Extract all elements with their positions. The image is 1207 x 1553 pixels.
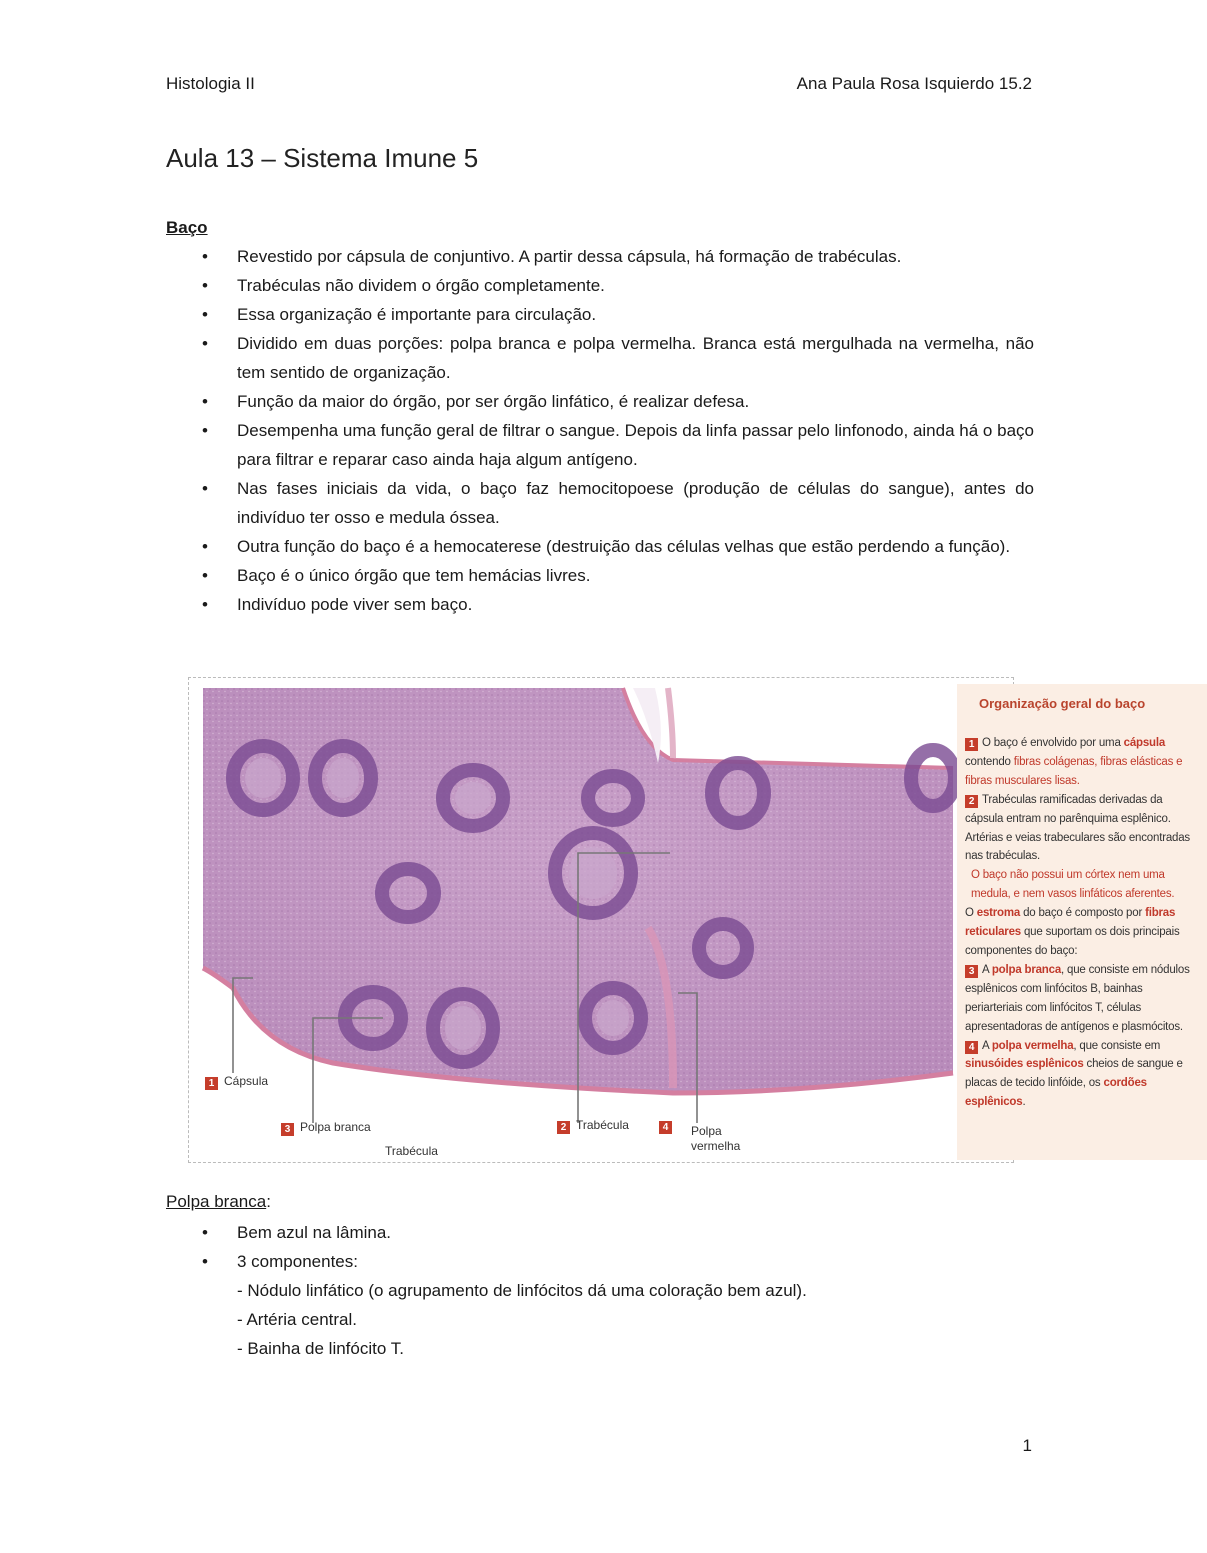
page-title: Aula 13 – Sistema Imune 5	[166, 143, 479, 173]
list-item: • Outra função do baço é a hemocaterese (destruição das células velhas que estão perdendo a função).	[166, 532, 1034, 561]
baco-bullet-list	[166, 242, 1034, 619]
section-heading-baco: Baço	[166, 218, 208, 237]
list-item: • Nas fases iniciais da vida, o baço faz hemocitopoese (produção de células do sangue), antes do indivíduo ter osso e medula óssea.	[166, 474, 1034, 532]
polpa-branca-list	[166, 1218, 1034, 1363]
spleen-figure	[188, 677, 1190, 1163]
figure-label-polpa-vermelha: 4	[659, 1118, 678, 1134]
list-item: • Essa organização é importante para circulação.	[166, 300, 1034, 329]
figure-label-trabecula: 2 Trabécula	[557, 1118, 629, 1134]
figure-label-capsula: 1 Cápsula	[205, 1074, 268, 1090]
spleen-histology-image	[203, 688, 953, 1158]
figure-label-polpa-branca: 3 Polpa branca	[281, 1120, 371, 1136]
sub-item: - Bainha de linfócito T.	[237, 1339, 404, 1358]
list-item: • Função da maior do órgão, por ser órgão linfático, é realizar defesa.	[166, 387, 1034, 416]
list-item: • Bem azul na lâmina.	[166, 1218, 1034, 1247]
list-item: • Revestido por cápsula de conjuntivo. A partir dessa cápsula, há formação de trabéculas.	[166, 242, 1034, 271]
panel-title: Organização geral do baço	[979, 696, 1146, 711]
sub-item: - Nódulo linfático (o agrupamento de linfócitos dá uma coloração bem azul).	[237, 1281, 807, 1300]
list-item: • Desempenha uma função geral de filtrar o sangue. Depois da linfa passar pelo linfonodo, ainda há o baço para filtrar e reparar caso ainda haja algum antígeno.	[166, 416, 1034, 474]
sub-item: - Artéria central.	[237, 1310, 357, 1329]
list-item: • Baço é o único órgão que tem hemácias livres.	[166, 561, 1034, 590]
header-left: Histologia II	[166, 74, 255, 93]
section-heading-polpa-branca: Polpa branca:	[166, 1192, 271, 1211]
figure-label-polpa-vermelha-text: Polpa vermelha	[691, 1124, 741, 1153]
list-item: • Trabéculas não dividem o órgão completamente.	[166, 271, 1034, 300]
list-item: • Indivíduo pode viver sem baço.	[166, 590, 1034, 619]
list-item: • Dividido em duas porções: polpa branca e polpa vermelha. Branca está mergulhada na vermelha, não tem sentido de organização.	[166, 329, 1034, 387]
list-item: • 3 componentes:	[166, 1247, 1034, 1276]
figure-caption-panel	[957, 684, 1207, 1160]
header-right: Ana Paula Rosa Isquierdo 15.2	[796, 74, 1032, 93]
page-number: 1	[1022, 1436, 1032, 1455]
panel-text: 1 O baço é envolvido por uma cápsula contendo fibras colágenas, fibras elásticas e fibras musculares lisas. 2 Trabéculas ramificadas derivadas da cápsula entram no parênquima esplênico. Artérias e veias trabeculares são encontradas nas trabéculas. O baço não possui um córtex nem uma medula, e nem vasos linfáticos aferentes. O estroma do baço é composto por fibras reticulares que suportam os dois principais componentes do baço: 3 A polpa branca, que consiste em nódulos esplênicos com linfócitos B, bainhas periarteriais com linfócitos T, células apresentadoras de antígenos e plasmócitos. 4 A polpa vermelha, que consiste em sinusóides esplênicos cheios de sangue e placas de tecido linfóide, os cordões esplênicos.	[965, 737, 1190, 1109]
figure-label-trabecula-bottom: Trabécula	[385, 1144, 438, 1158]
